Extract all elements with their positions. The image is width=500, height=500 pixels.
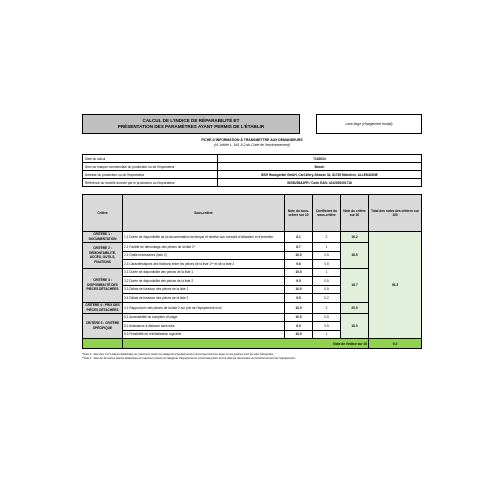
criterion-1-name: CRITÈRE 1 : DOCUMENTATION bbox=[83, 232, 123, 243]
criterion-3-name: CRITÈRE 3 : DISPONIBILITÉ DES PIÈCES DÉTACHÉES bbox=[83, 268, 123, 302]
final-score-label: Note de l'indice sur 10 bbox=[123, 339, 369, 349]
info-row bbox=[83, 163, 422, 171]
subcriterion-coef: 0.5 bbox=[313, 322, 341, 331]
subcriterion-note: 10.0 bbox=[285, 251, 313, 260]
subcriterion-note: 6.0 bbox=[285, 322, 313, 331]
subcriterion-note: 10.0 bbox=[285, 330, 313, 339]
criterion-4-name: CRITÈRE 4 : PRIX DES PIÈCES DÉTACHÉES bbox=[83, 302, 123, 313]
subcriterion-note: 8.7 bbox=[285, 243, 313, 252]
criterion-1-score: 16.2 bbox=[341, 232, 369, 243]
info-label: Date du calcul bbox=[83, 155, 218, 163]
col-note: Note du sous-critère sur 10 bbox=[285, 195, 313, 232]
footnote-1: *Note 2 : liste des 3 à 5 pièces détachées au maximum (selon la catégorie d'équipements concernée) dont la casse ou les pannes sont les plus fréquentes ; bbox=[82, 352, 275, 356]
subcriterion-label: 3.4 Délais de livraison des pièces de la liste 2 bbox=[123, 294, 285, 303]
subcriterion-coef: 0.5 bbox=[313, 313, 341, 322]
subcriterion-label: 4.1 Rapport prix des pièces de la liste 2 sur prix de l'équipement neuf bbox=[123, 302, 285, 313]
subcriterion-label: 3.2 Durée de disponibilité des pièces de la liste 2 bbox=[123, 277, 285, 286]
subcriterion-label: 3.3 Délais de livraison des pièces de la liste 1 bbox=[123, 285, 285, 294]
repairability-sheet bbox=[82, 114, 422, 360]
subcriterion-coef: 2 bbox=[313, 302, 341, 313]
final-score-row bbox=[83, 339, 422, 349]
criterion-2-name: CRITÈRE 2 : DÉMONTABILITÉ, ACCÈS, OUTILS, FIXATIONS bbox=[83, 243, 123, 269]
subcriterion-label: 5.1 Accessibilité du compteur d'usage bbox=[123, 313, 285, 322]
info-value: BSH Hausgeräte GmbH, Carl-Wery-Strasse 34, 81739 München, ALLEMAGNE bbox=[218, 171, 422, 179]
info-value: 7/4/2024 bbox=[218, 155, 422, 163]
subcriterion-coef: 1 bbox=[313, 330, 341, 339]
subheader-line-2: (cf. Article L. 541-9-2 du Code de l'environnement) bbox=[214, 143, 290, 147]
info-label: Référence du modèle donnée par le producteur ou l'importateur bbox=[83, 179, 218, 187]
subcriterion-coef: 0.5 bbox=[313, 277, 341, 286]
criterion-5-score: 18.0 bbox=[341, 313, 369, 339]
info-table bbox=[82, 154, 422, 187]
criteria-header-row bbox=[83, 195, 422, 232]
title-line-1: CALCUL DE L'INDICE DE RÉPARABILITÉ ET bbox=[142, 118, 240, 123]
criterion-2-score: 18.5 bbox=[341, 243, 369, 269]
subcriterion-label: 2.2 Outils nécessaires (liste 2) bbox=[123, 251, 285, 260]
total-score: 93.3 bbox=[369, 232, 422, 339]
subcriterion-coef: 2 bbox=[313, 232, 341, 243]
info-label: Nom ou marque commerciale du producteur ou de l'importateur bbox=[83, 163, 218, 171]
info-value: WGB256A2FR / Code EAN: 4242005491718 bbox=[218, 179, 422, 187]
subcriterion-label: 2.1 Facilité de démontage des pièces de la liste 2* bbox=[123, 243, 285, 252]
subcriterion-note: 10.0 bbox=[285, 268, 313, 277]
col-total: Total des notes des critères sur 100 bbox=[369, 195, 422, 232]
subcriterion-note: 9.5 bbox=[285, 277, 313, 286]
subcriterion-coef: 0.5 bbox=[313, 285, 341, 294]
subcriterion-label: 2.3 Caractéristiques des fixations entre les pièces de la liste 1** et de la liste 2 bbox=[123, 260, 285, 269]
subcriterion-note: 10.0 bbox=[285, 313, 313, 322]
title-line-2: PRÉSENTATION DES PARAMÈTRES AYANT PERMIS DE L'ÉTABLIR bbox=[117, 124, 265, 129]
subcriterion-coef: 0.5 bbox=[313, 251, 341, 260]
header bbox=[82, 114, 422, 134]
product-type: Lave-linge (chargement frontal) bbox=[316, 114, 422, 134]
table-row bbox=[83, 232, 422, 243]
criteria-table bbox=[82, 194, 422, 349]
info-row bbox=[83, 179, 422, 187]
info-row bbox=[83, 155, 422, 163]
subheader-line-1: FICHE D'INFORMATION À TRANSMETTRE AUX DEMANDEURS bbox=[201, 138, 303, 142]
final-score-value: 9.2 bbox=[369, 339, 422, 349]
info-label: Adresse du producteur ou de l'importateur bbox=[83, 171, 218, 179]
subcriterion-coef: 0.2 bbox=[313, 294, 341, 303]
subcriterion-note: 9.6 bbox=[285, 260, 313, 269]
footnote-2: **liste 1 : liste de 10 autres pièces détachées au maximum (selon la catégorie d'équipements concernée) dont le bon état est nécessaire au fonctionnement de l'équipement. bbox=[82, 356, 296, 360]
criterion-3-score: 18.7 bbox=[341, 268, 369, 302]
info-row bbox=[83, 171, 422, 179]
subcriterion-coef: 1 bbox=[313, 268, 341, 277]
footnotes bbox=[82, 352, 422, 360]
subcriterion-note: 9.5 bbox=[285, 294, 313, 303]
subcriterion-label: 5.3 Possibilité de réinitialisation logicielle bbox=[123, 330, 285, 339]
info-value: Bosch bbox=[218, 163, 422, 171]
subcriterion-note: 10.0 bbox=[285, 285, 313, 294]
criterion-4-score: 20.0 bbox=[341, 302, 369, 313]
subcriterion-note: 8.1 bbox=[285, 232, 313, 243]
subcriterion-label: 3.1 Durée de disponibilité des pièces de la liste 1 bbox=[123, 268, 285, 277]
subheader bbox=[82, 138, 422, 148]
col-criterion: Critère bbox=[83, 195, 123, 232]
col-subcriterion: Sous-critère bbox=[123, 195, 285, 232]
col-crit-note: Note du critère sur 20 bbox=[341, 195, 369, 232]
criterion-5-name: CRITÈRE 5 : CRITÈRE SPÉCIFIQUE bbox=[83, 313, 123, 339]
col-coef: Coefficient du sous-critère bbox=[313, 195, 341, 232]
subcriterion-label: 5.2 Assistance à distance sans frais bbox=[123, 322, 285, 331]
subcriterion-label: 1.1 Durée de disponibilité de la documentation technique et relative aux conseils d'utilisation et d'entretien bbox=[123, 232, 285, 243]
subcriterion-coef: 1 bbox=[313, 243, 341, 252]
header-title bbox=[82, 114, 300, 134]
subcriterion-note: 10.0 bbox=[285, 302, 313, 313]
subcriterion-coef: 0.5 bbox=[313, 260, 341, 269]
